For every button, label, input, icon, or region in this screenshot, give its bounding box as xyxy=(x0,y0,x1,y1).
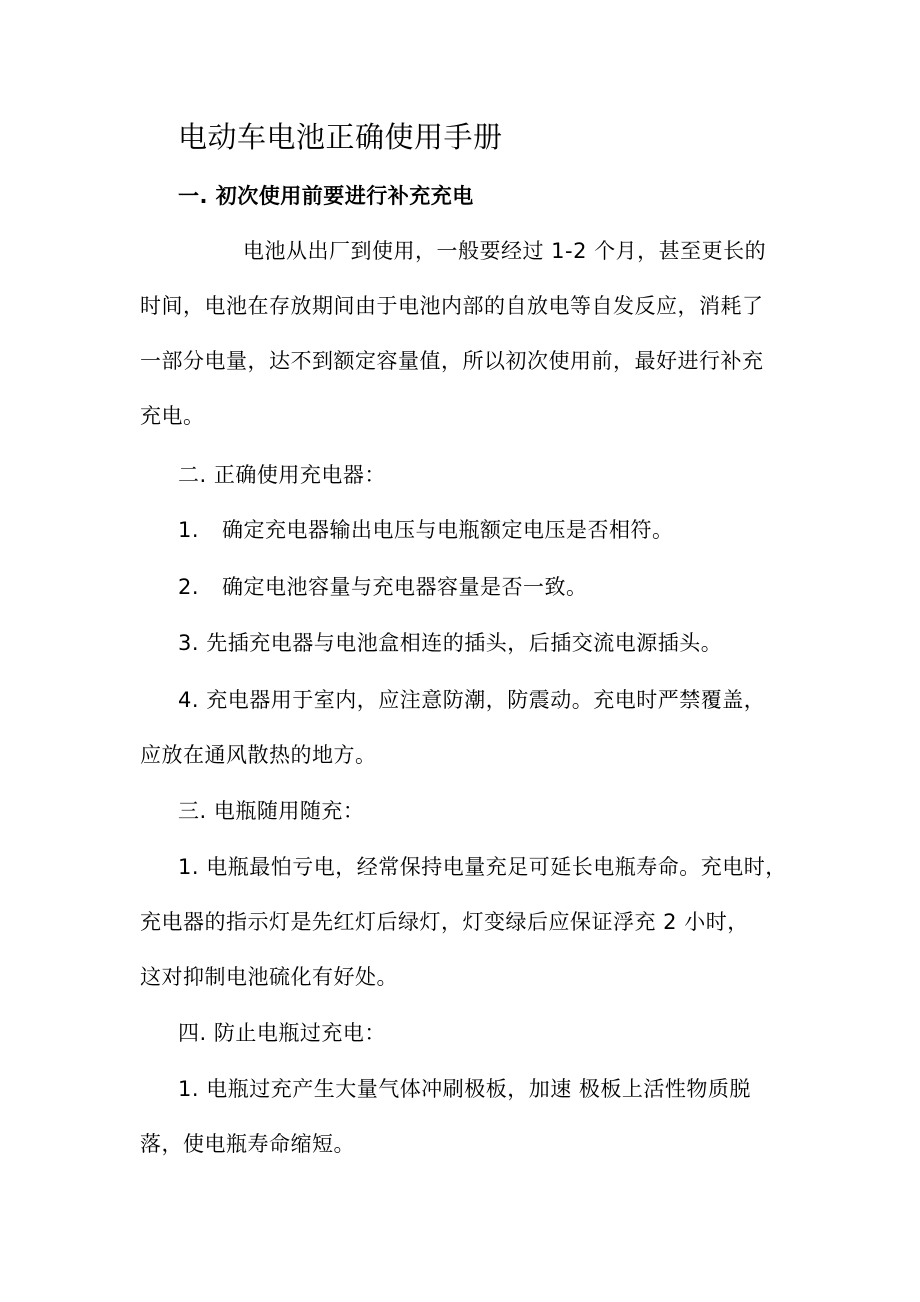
section-1-line-3: 一部分电量，达不到额定容量值，所以初次使用前，最好进行补充 xyxy=(140,349,764,373)
section-1-line-1: 电池从出厂到使用，一般要经过 1-2 个月，甚至更长的 xyxy=(243,239,767,263)
section-3-item-1-line-1: 1. 电瓶最怕亏电，经常保持电量充足可延长电瓶寿命。充电时， xyxy=(178,855,787,879)
section-3-item-1-line-3: 这对抑制电池硫化有好处。 xyxy=(140,965,398,989)
section-2-item-4-line-2: 应放在通风散热的地方。 xyxy=(140,743,377,767)
section-2-item-1-number: 1. xyxy=(178,518,200,542)
section-2-item-4-line-1: 4. 充电器用于室内，应注意防潮，防震动。充电时严禁覆盖， xyxy=(178,688,766,712)
section-1-heading: 一. 初次使用前要进行补充充电 xyxy=(178,184,474,208)
section-4-item-1-line-1: 1. 电瓶过充产生大量气体冲刷极板，加速 极板上活性物质脱 xyxy=(178,1077,751,1101)
page-title: 电动车电池正确使用手册 xyxy=(178,120,503,154)
section-1-line-4: 充电。 xyxy=(140,404,205,428)
section-2-item-2-text: 确定电池容量与充电器容量是否一致。 xyxy=(222,575,588,599)
section-2-item-3: 3. 先插充电器与电池盒相连的插头，后插交流电源插头。 xyxy=(178,631,723,655)
section-2-item-2 xyxy=(178,573,588,601)
section-4-heading: 四. 防止电瓶过充电： xyxy=(178,1021,386,1045)
section-4-item-1-line-2: 落，使电瓶寿命缩短。 xyxy=(140,1132,355,1156)
section-2-item-1-text: 确定充电器输出电压与电瓶额定电压是否相符。 xyxy=(222,518,674,542)
section-2-heading: 二. 正确使用充电器： xyxy=(178,463,386,487)
section-2-item-2-number: 2. xyxy=(178,575,200,599)
section-3-heading: 三. 电瓶随用随充： xyxy=(178,799,365,823)
section-2-item-1 xyxy=(178,516,674,544)
section-3-item-1-line-2: 充电器的指示灯是先红灯后绿灯，灯变绿后应保证浮充 2 小时， xyxy=(140,910,749,934)
section-1-line-2: 时间，电池在存放期间由于电池内部的自放电等自发反应，消耗了 xyxy=(140,294,764,318)
